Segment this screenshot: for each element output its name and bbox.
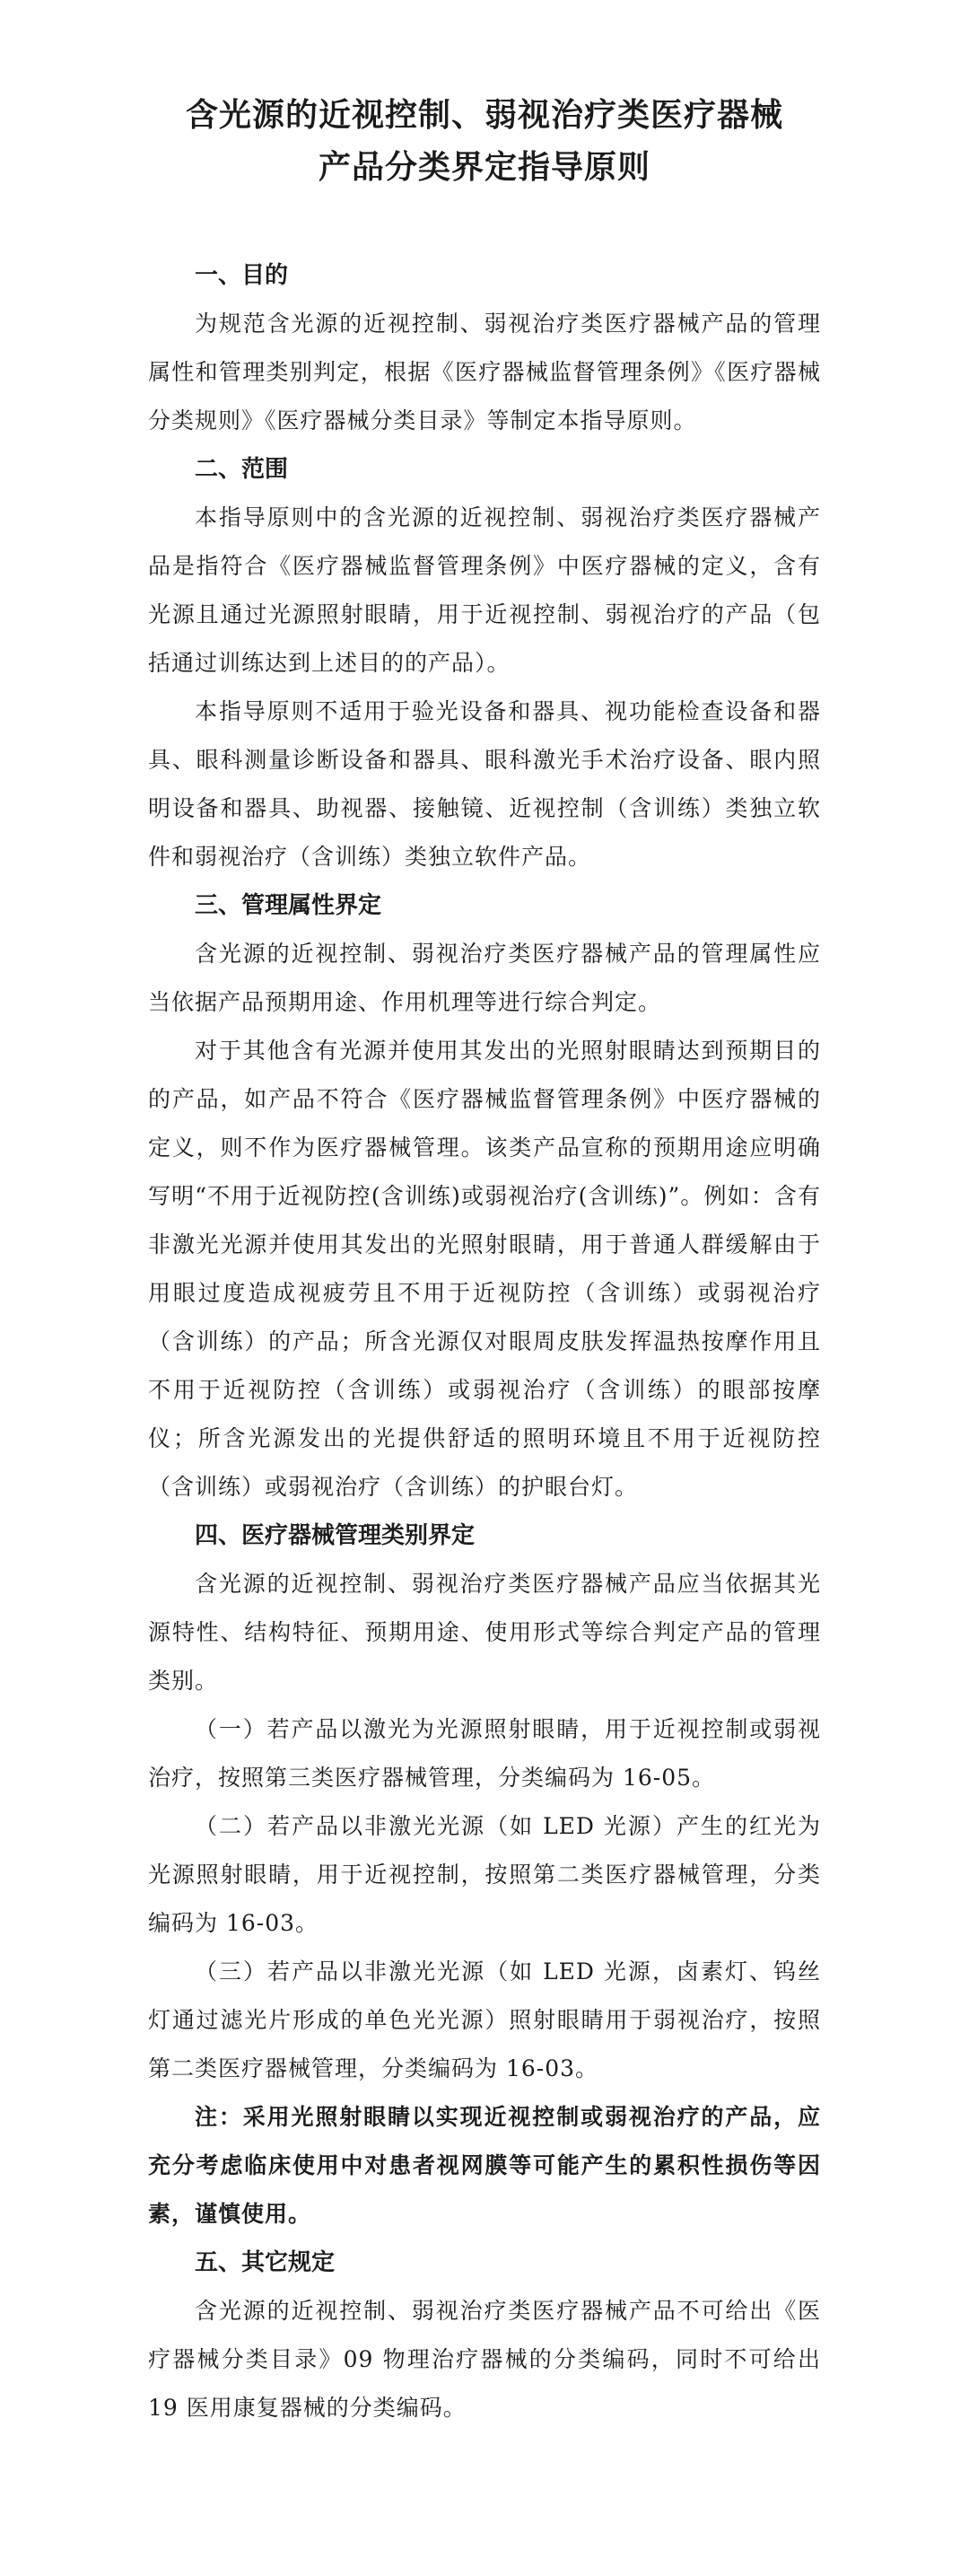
section-heading: 四、医疗器械管理类别界定 [195, 1522, 476, 1549]
title-line-2: 产品分类界定指导原则 [318, 149, 650, 186]
section-heading: 一、目的 [195, 262, 289, 289]
section-purpose [148, 251, 821, 445]
paragraph: 本指导原则中的含光源的近视控制、弱视治疗类医疗器械产品是指符合《医疗器械监督管理条例》中医疗器械的定义，含有光源且通过光源照射眼睛，用于近视控制、弱视治疗的产品（包括通过训练达到上述目的的产品）。 [148, 504, 821, 676]
paragraph: 含光源的近视控制、弱视治疗类医疗器械产品应当依据其光源特性、结构特征、预期用途、使用形式等综合判定产品的管理类别。 [148, 1571, 821, 1694]
paragraph: 对于其他含有光源并使用其发出的光照射眼睛达到预期目的的产品，如产品不符合《医疗器械监督管理条例》中医疗器械的定义，则不作为医疗器械管理。该类产品宣称的预期用途应明确写明“不用于近视防控(含训练)或弱视治疗(含训练)”。例如：含有非激光光源并使用其发出的光照射眼睛，用于普通人群缓解由于用眼过度造成视疲劳且不用于近视防控（含训练）或弱视治疗（含训练）的产品；所含光源仅对眼周皮肤发挥温热按摩作用且不用于近视防控（含训练）或弱视治疗（含训练）的眼部按摩仪；所含光源发出的光提供舒适的照明环境且不用于近视防控（含训练）或弱视治疗（含训练）的护眼台灯。 [148, 1038, 821, 1500]
paragraph: 含光源的近视控制、弱视治疗类医疗器械产品不可给出《医疗器械分类目录》09 物理治疗器械的分类编码，同时不可给出 19 医用康复器械的分类编码。 [148, 2298, 821, 2421]
section-heading: 五、其它规定 [195, 2249, 336, 2276]
paragraph: （一）若产品以激光为光源照射眼睛，用于近视控制或弱视治疗，按照第三类医疗器械管理，分类编码为 16-05。 [148, 1716, 821, 1791]
title-line-1: 含光源的近视控制、弱视治疗类医疗器械 [185, 97, 783, 134]
paragraph: （二）若产品以非激光光源（如 LED 光源）产生的红光为光源照射眼睛，用于近视控制，按照第二类医疗器械管理，分类编码为 16-03。 [148, 1813, 821, 1936]
section-management-category [148, 1511, 821, 2239]
section-heading: 二、范围 [195, 456, 289, 483]
paragraph: 为规范含光源的近视控制、弱视治疗类医疗器械产品的管理属性和管理类别判定，根据《医疗器械监督管理条例》《医疗器械分类规则》《医疗器械分类目录》等制定本指导原则。 [148, 311, 821, 434]
document-title [148, 90, 821, 194]
paragraph: 含光源的近视控制、弱视治疗类医疗器械产品的管理属性应当依据产品预期用途、作用机理等进行综合判定。 [148, 941, 821, 1015]
document-body [148, 251, 821, 2432]
section-scope [148, 445, 821, 881]
note-paragraph: 注：采用光照射眼睛以实现近视控制或弱视治疗的产品，应充分考虑临床使用中对患者视网膜等可能产生的累积性损伤等因素，谨慎使用。 [148, 2104, 821, 2227]
paragraph: 本指导原则不适用于验光设备和器具、视功能检查设备和器具、眼科测量诊断设备和器具、眼科激光手术治疗设备、眼内照明设备和器具、助视器、接触镜、近视控制（含训练）类独立软件和弱视治疗（含训练）类独立软件产品。 [148, 698, 821, 870]
section-heading: 三、管理属性界定 [195, 892, 382, 919]
section-other-provisions [148, 2239, 821, 2432]
section-management-attribute [148, 881, 821, 1511]
paragraph: （三）若产品以非激光光源（如 LED 光源，卤素灯、钨丝灯通过滤光片形成的单色光光源）照射眼睛用于弱视治疗，按照第二类医疗器械管理，分类编码为 16-03。 [148, 1958, 821, 2081]
